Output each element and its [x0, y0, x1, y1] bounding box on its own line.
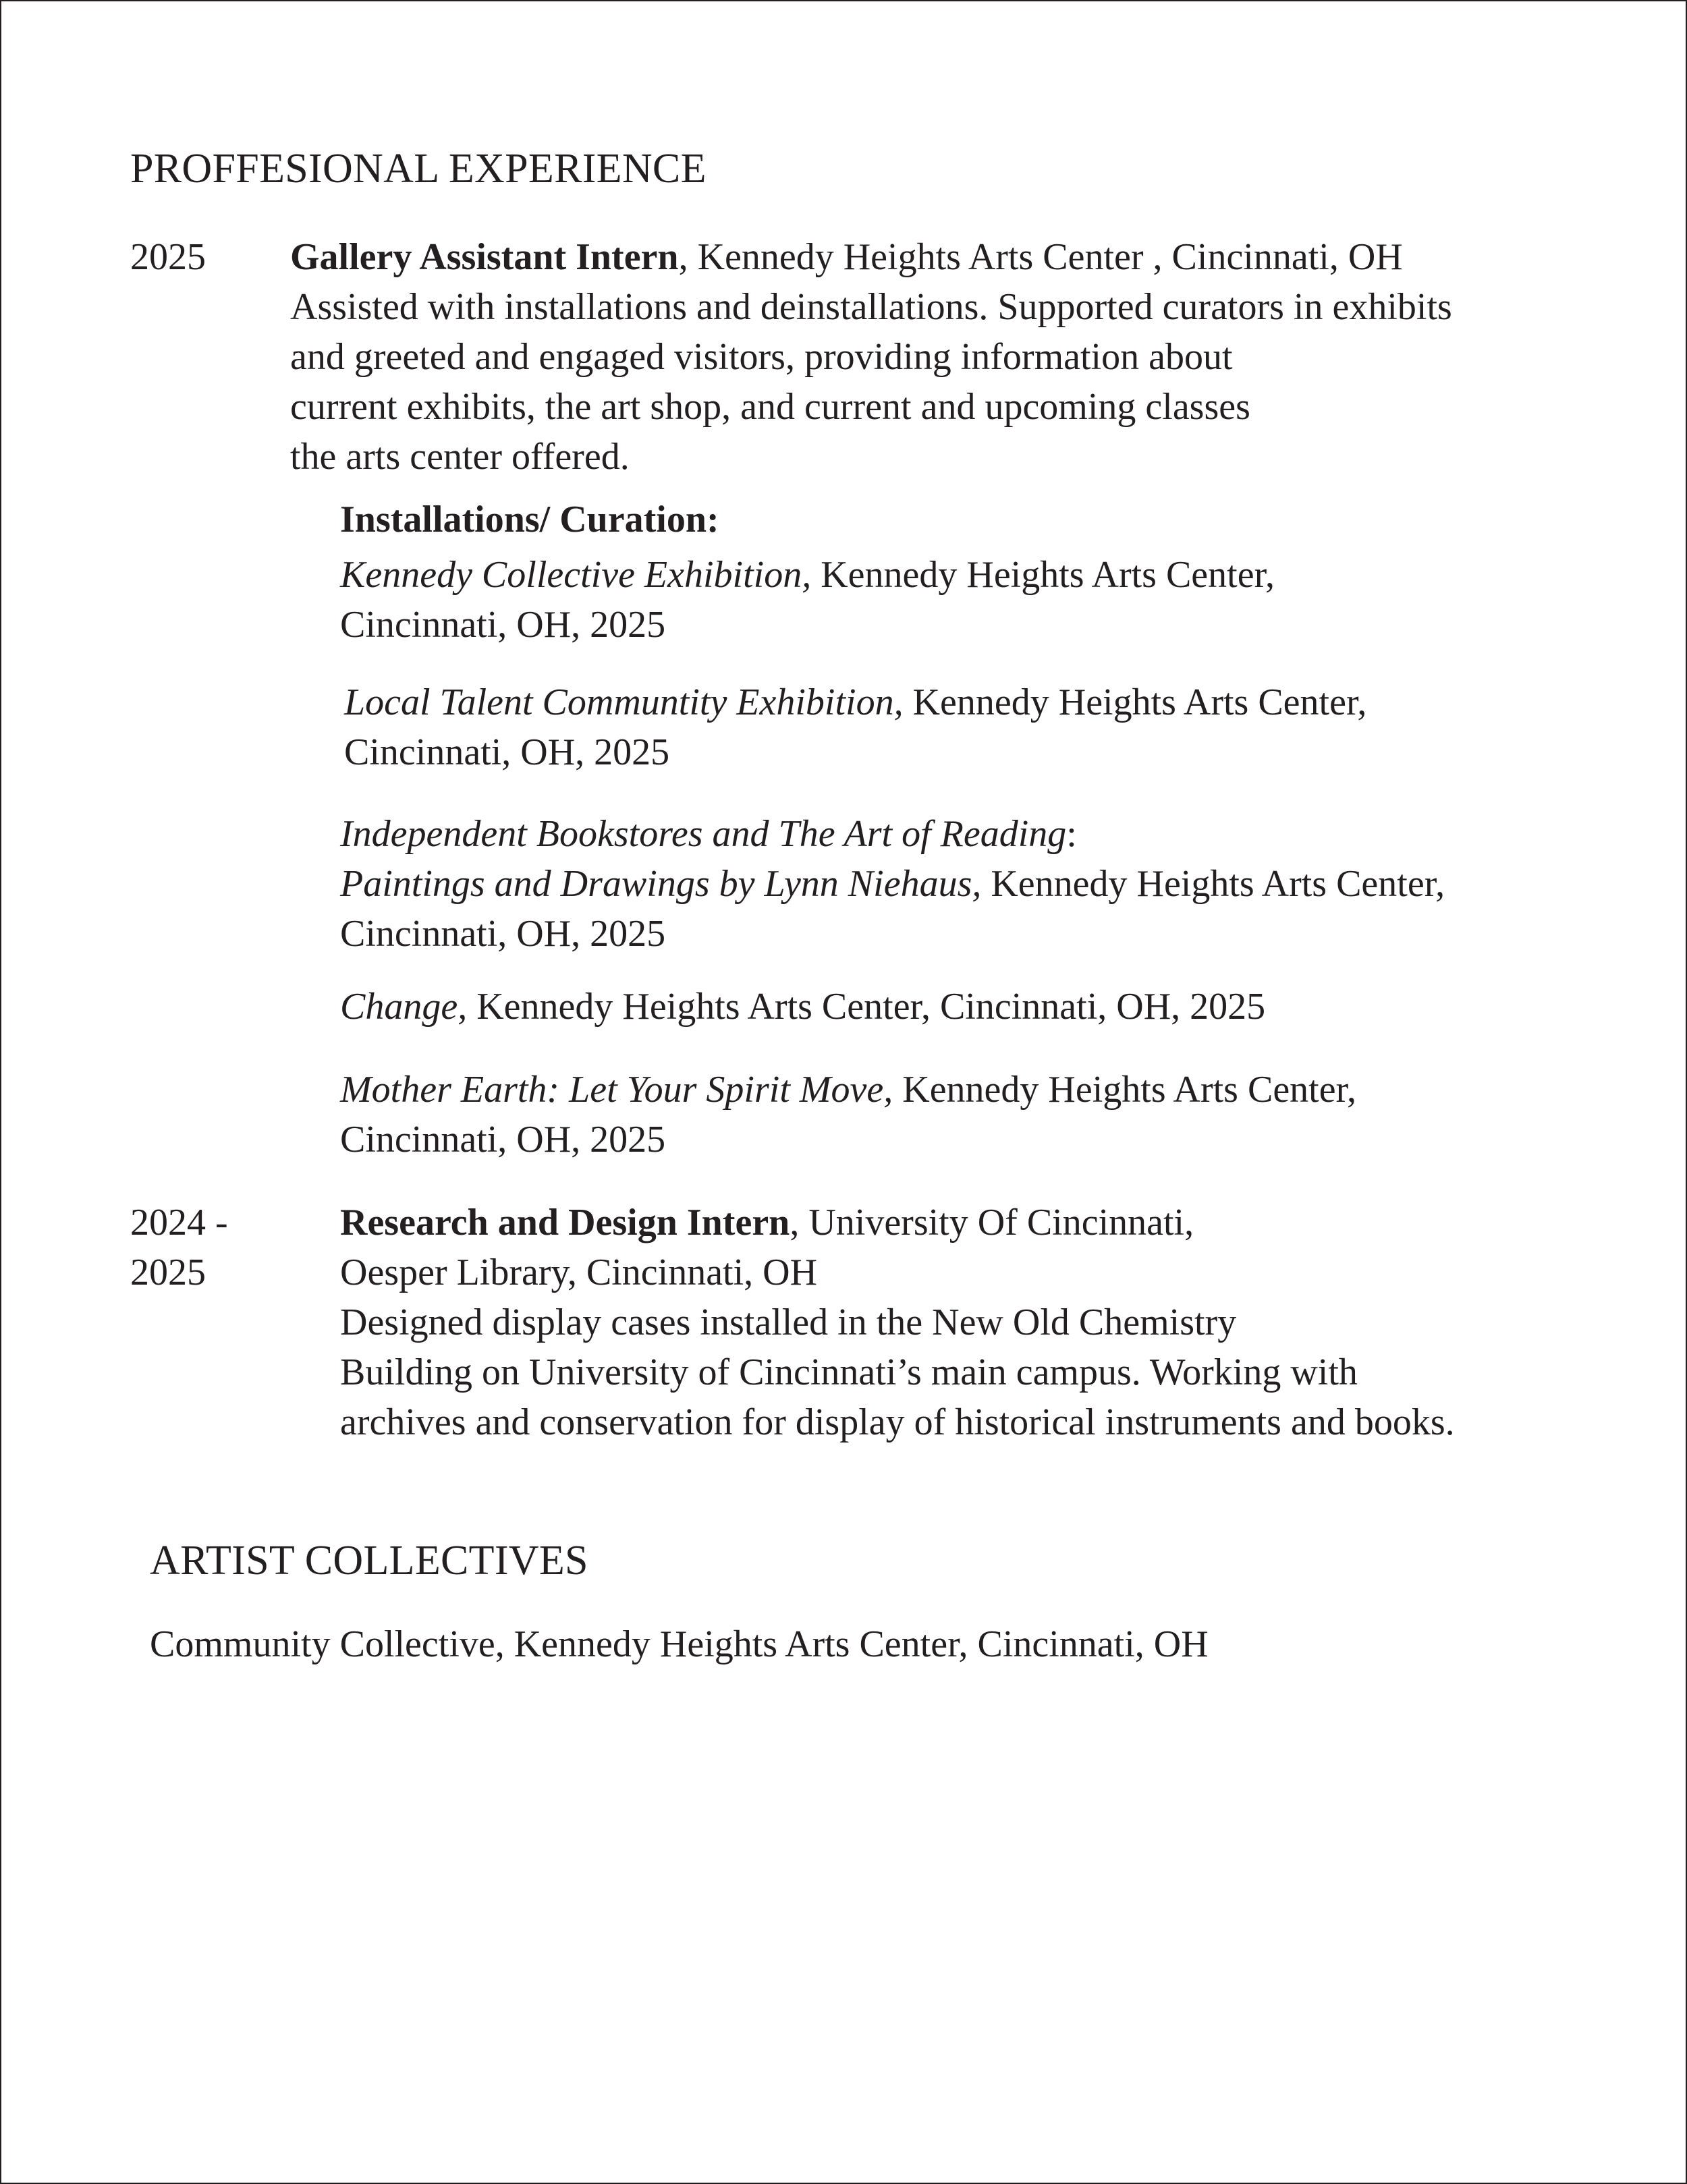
exhibition-title: Kennedy Collective Exhibition,: [340, 554, 812, 596]
job-year-range: [130, 1198, 228, 1297]
exhibition-title: Independent Bookstores and The Art of Reading: [340, 813, 1067, 855]
exhibition-line: [344, 677, 1366, 727]
job-desc-line: Designed display cases installed in the New Old Chemistry: [340, 1301, 1237, 1343]
exhibition-title-punct: :: [1066, 813, 1077, 855]
exhibition-line: [340, 859, 1445, 909]
job-entry-gallery-assistant: [290, 232, 1452, 482]
exhibition-entry: [344, 677, 1366, 777]
exhibition-subtitle: Paintings and Drawings by Lynn Niehaus,: [340, 863, 982, 905]
job-title-line: [290, 232, 1452, 282]
job-desc-line: current exhibits, the art shop, and current and upcoming classes: [290, 386, 1250, 428]
exhibition-entry: [340, 550, 1275, 650]
exhibition-location: Cincinnati, OH, 2025: [340, 913, 666, 955]
exhibition-title: Local Talent Communtity Exhibition,: [344, 681, 904, 723]
job-title: Research and Design Intern: [340, 1202, 790, 1243]
job-desc-line: and greeted and engaged visitors, providing information about: [290, 336, 1233, 378]
exhibition-line: [340, 1065, 1356, 1115]
job-desc-line: Assisted with installations and deinstallations. Supported curators in exhibits: [290, 286, 1452, 328]
exhibition-title: Mother Earth: Let Your Spirit Move,: [340, 1069, 893, 1111]
job-employer: , University Of Cincinnati,: [790, 1202, 1194, 1243]
exhibition-title: Change,: [340, 986, 468, 1028]
job-year-end: 2025: [130, 1252, 206, 1293]
job-desc-line: the arts center offered.: [290, 436, 630, 478]
installations-heading-text: Installations/ Curation:: [340, 499, 719, 540]
job-year: 2025: [130, 236, 206, 278]
collective-item: Community Collective, Kennedy Heights Arts Center, Cincinnati, OH: [150, 1623, 1209, 1665]
exhibition-location: Cincinnati, OH, 2025: [340, 604, 666, 646]
exhibition-line: [340, 982, 1265, 1032]
exhibition-venue: Kennedy Heights Arts Center,: [811, 554, 1275, 596]
job-year-start: 2024 -: [130, 1202, 228, 1243]
exhibition-venue: Kennedy Heights Arts Center, Cincinnati, OH, 2025: [467, 986, 1266, 1028]
exhibition-venue: Kennedy Heights Arts Center,: [903, 681, 1367, 723]
job-employer: , Kennedy Heights Arts Center , Cincinnati, OH: [678, 236, 1403, 278]
exhibition-entry: [340, 1065, 1356, 1165]
job-employer-line: Oesper Library, Cincinnati, OH: [340, 1252, 818, 1293]
exhibition-location: Cincinnati, OH, 2025: [344, 731, 670, 773]
section-heading-experience: PROFFESIONAL EXPERIENCE: [130, 146, 707, 192]
exhibition-line: [340, 550, 1275, 600]
job-desc-line: Building on University of Cincinnati’s main campus. Working with: [340, 1351, 1358, 1393]
exhibition-venue: Kennedy Heights Arts Center,: [893, 1069, 1356, 1111]
job-title-line: [340, 1198, 1455, 1248]
installations-heading: [340, 495, 719, 544]
section-heading-collectives: ARTIST COLLECTIVES: [150, 1538, 588, 1584]
job-desc-line: archives and conservation for display of historical instruments and books.: [340, 1401, 1455, 1443]
exhibition-entry: [340, 982, 1265, 1032]
exhibition-venue: Kennedy Heights Arts Center,: [981, 863, 1445, 905]
exhibition-entry: [340, 809, 1445, 959]
job-entry-research-design: [340, 1198, 1455, 1447]
job-title: Gallery Assistant Intern: [290, 236, 679, 278]
exhibition-line: [340, 809, 1445, 859]
exhibition-location: Cincinnati, OH, 2025: [340, 1119, 666, 1160]
